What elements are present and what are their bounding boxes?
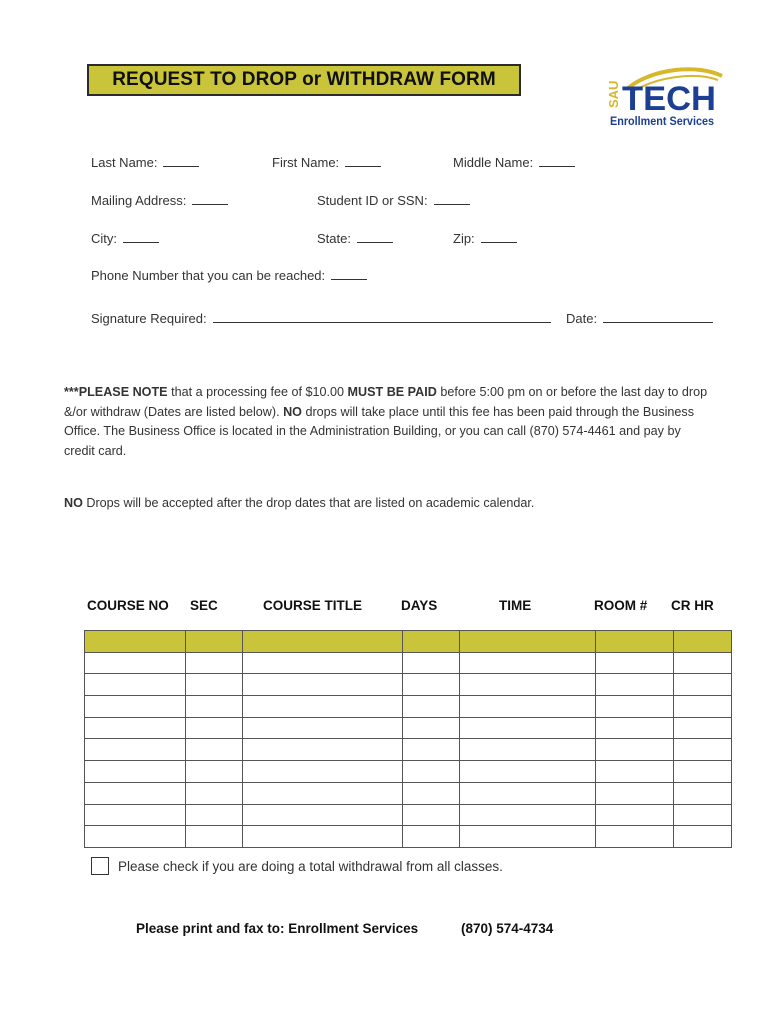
form-title: REQUEST TO DROP or WITHDRAW FORM: [87, 64, 521, 96]
table-row: [85, 761, 732, 783]
table-cell[interactable]: [674, 652, 732, 674]
table-cell[interactable]: [186, 717, 243, 739]
middle-name-input[interactable]: [539, 154, 575, 167]
phone-input[interactable]: [331, 267, 367, 280]
last-name-field: [91, 154, 199, 170]
table-cell[interactable]: [674, 804, 732, 826]
signature-field: [91, 310, 551, 326]
table-cell[interactable]: [186, 761, 243, 783]
middle-name-label: Middle Name:: [453, 155, 534, 170]
table-row: [85, 804, 732, 826]
middle-name-field: [453, 154, 575, 170]
fax-instruction: Please print and fax to: Enrollment Services: [136, 921, 419, 936]
note-prefix: ***: [64, 385, 79, 399]
no-drops-bold: NO: [64, 496, 83, 510]
table-cell[interactable]: [243, 804, 403, 826]
mailing-address-field: [91, 192, 228, 208]
table-cell: [403, 631, 460, 653]
sau-tech-logo: [598, 66, 724, 130]
state-input[interactable]: [357, 230, 393, 243]
processing-fee-note: [64, 383, 714, 461]
table-cell[interactable]: [460, 782, 596, 804]
city-input[interactable]: [123, 230, 159, 243]
note-text-1: that a processing fee of $10.00: [167, 385, 348, 399]
student-id-label: Student ID or SSN:: [317, 193, 428, 208]
zip-field: [453, 230, 517, 246]
table-cell: [674, 631, 732, 653]
date-field: [566, 310, 713, 326]
no-drops-text: Drops will be accepted after the drop dates that are listed on academic calendar.: [82, 496, 535, 510]
last-name-label: Last Name:: [91, 155, 158, 170]
col-course-title: COURSE TITLE: [263, 598, 363, 613]
zip-label: Zip:: [453, 231, 475, 246]
table-cell[interactable]: [460, 804, 596, 826]
table-cell[interactable]: [243, 826, 403, 848]
table-cell[interactable]: [460, 652, 596, 674]
table-cell[interactable]: [243, 652, 403, 674]
first-name-input[interactable]: [345, 154, 381, 167]
table-cell[interactable]: [186, 782, 243, 804]
table-cell[interactable]: [460, 717, 596, 739]
table-header-row: [85, 631, 732, 653]
col-room: ROOM #: [594, 598, 648, 613]
table-cell[interactable]: [85, 804, 186, 826]
note-text-2: before 5:00 pm on or before the last day to drop &/or withdraw (Dates are listed below).: [64, 385, 708, 419]
table-row: [85, 826, 732, 848]
table-cell[interactable]: [596, 739, 674, 761]
col-course-no: COURSE NO: [87, 598, 169, 613]
table-cell: [85, 631, 186, 653]
table-cell: [596, 631, 674, 653]
table-cell[interactable]: [596, 696, 674, 718]
mailing-address-input[interactable]: [192, 192, 228, 205]
note-please-note: PLEASE NOTE: [78, 385, 168, 399]
signature-input[interactable]: [213, 310, 551, 323]
table-cell[interactable]: [186, 696, 243, 718]
table-cell[interactable]: [460, 674, 596, 696]
table-row: [85, 717, 732, 739]
table-cell[interactable]: [403, 674, 460, 696]
table-cell[interactable]: [186, 674, 243, 696]
table-row: [85, 739, 732, 761]
table-cell[interactable]: [186, 652, 243, 674]
table-cell[interactable]: [596, 652, 674, 674]
student-id-input[interactable]: [434, 192, 470, 205]
table-cell[interactable]: [403, 804, 460, 826]
table-cell[interactable]: [596, 804, 674, 826]
table-cell[interactable]: [243, 717, 403, 739]
phone-label: Phone Number that you can be reached:: [91, 268, 326, 283]
table-cell: [460, 631, 596, 653]
col-days: DAYS: [401, 598, 438, 613]
table-row: [85, 674, 732, 696]
table-cell[interactable]: [596, 717, 674, 739]
signature-label: Signature Required:: [91, 311, 207, 326]
first-name-field: [272, 154, 381, 170]
no-drops-notice: [64, 496, 534, 510]
table-cell[interactable]: [403, 761, 460, 783]
table-cell[interactable]: [243, 674, 403, 696]
note-must-be-paid: MUST BE PAID: [347, 385, 437, 399]
student-id-field: [317, 192, 470, 208]
col-time: TIME: [499, 598, 532, 613]
state-label: State:: [317, 231, 351, 246]
table-cell[interactable]: [674, 761, 732, 783]
table-cell[interactable]: [403, 782, 460, 804]
table-cell[interactable]: [403, 826, 460, 848]
table-cell[interactable]: [85, 696, 186, 718]
logo-tech-text: TECH: [622, 80, 716, 118]
table-cell[interactable]: [85, 674, 186, 696]
table-row: [85, 782, 732, 804]
table-cell[interactable]: [596, 674, 674, 696]
table-cell[interactable]: [186, 804, 243, 826]
table-row: [85, 652, 732, 674]
total-withdrawal-checkbox[interactable]: [91, 857, 109, 875]
date-input[interactable]: [603, 310, 713, 323]
table-cell[interactable]: [85, 717, 186, 739]
col-sec: SEC: [190, 598, 218, 613]
mailing-address-label: Mailing Address:: [91, 193, 187, 208]
table-cell[interactable]: [674, 696, 732, 718]
table-cell[interactable]: [403, 652, 460, 674]
note-text-3: drops will take place until this fee has been paid through the Business Office. The Business Office is located in the Administration Building, or you can call (870) 574-4461 and pay by credit card.: [64, 404, 695, 458]
table-cell[interactable]: [85, 761, 186, 783]
date-label: Date:: [566, 311, 598, 326]
fax-phone: (870) 574-4734: [461, 921, 554, 936]
table-cell: [186, 631, 243, 653]
city-field: [91, 230, 159, 246]
zip-input[interactable]: [481, 230, 517, 243]
table-cell[interactable]: [85, 739, 186, 761]
table-cell[interactable]: [596, 826, 674, 848]
last-name-input[interactable]: [163, 154, 199, 167]
table-cell[interactable]: [460, 739, 596, 761]
table-cell[interactable]: [674, 674, 732, 696]
table-cell[interactable]: [85, 782, 186, 804]
table-cell[interactable]: [243, 696, 403, 718]
table-cell[interactable]: [460, 696, 596, 718]
table-cell[interactable]: [243, 782, 403, 804]
table-cell[interactable]: [460, 826, 596, 848]
table-cell[interactable]: [674, 739, 732, 761]
col-cr-hr: CR HR: [671, 598, 714, 613]
table-cell: [243, 631, 403, 653]
table-cell[interactable]: [243, 761, 403, 783]
table-cell[interactable]: [403, 696, 460, 718]
table-row: [85, 696, 732, 718]
note-no: NO: [283, 404, 302, 419]
logo-sub-text: Enrollment Services: [610, 114, 715, 128]
table-cell[interactable]: [186, 739, 243, 761]
table-cell[interactable]: [674, 782, 732, 804]
table-cell[interactable]: [460, 761, 596, 783]
city-label: City:: [91, 231, 117, 246]
first-name-label: First Name:: [272, 155, 340, 170]
logo-sau-text: SAU: [606, 80, 621, 108]
table-cell[interactable]: [243, 739, 403, 761]
table-cell[interactable]: [186, 826, 243, 848]
table-cell[interactable]: [403, 739, 460, 761]
course-table: [84, 630, 732, 848]
total-withdrawal-label: Please check if you are doing a total withdrawal from all classes.: [118, 859, 503, 874]
phone-field: [91, 267, 367, 283]
table-cell[interactable]: [85, 652, 186, 674]
table-cell[interactable]: [596, 782, 674, 804]
table-cell[interactable]: [596, 761, 674, 783]
table-cell[interactable]: [674, 826, 732, 848]
state-field: [317, 230, 393, 246]
table-cell[interactable]: [674, 717, 732, 739]
table-cell[interactable]: [403, 717, 460, 739]
table-cell[interactable]: [85, 826, 186, 848]
